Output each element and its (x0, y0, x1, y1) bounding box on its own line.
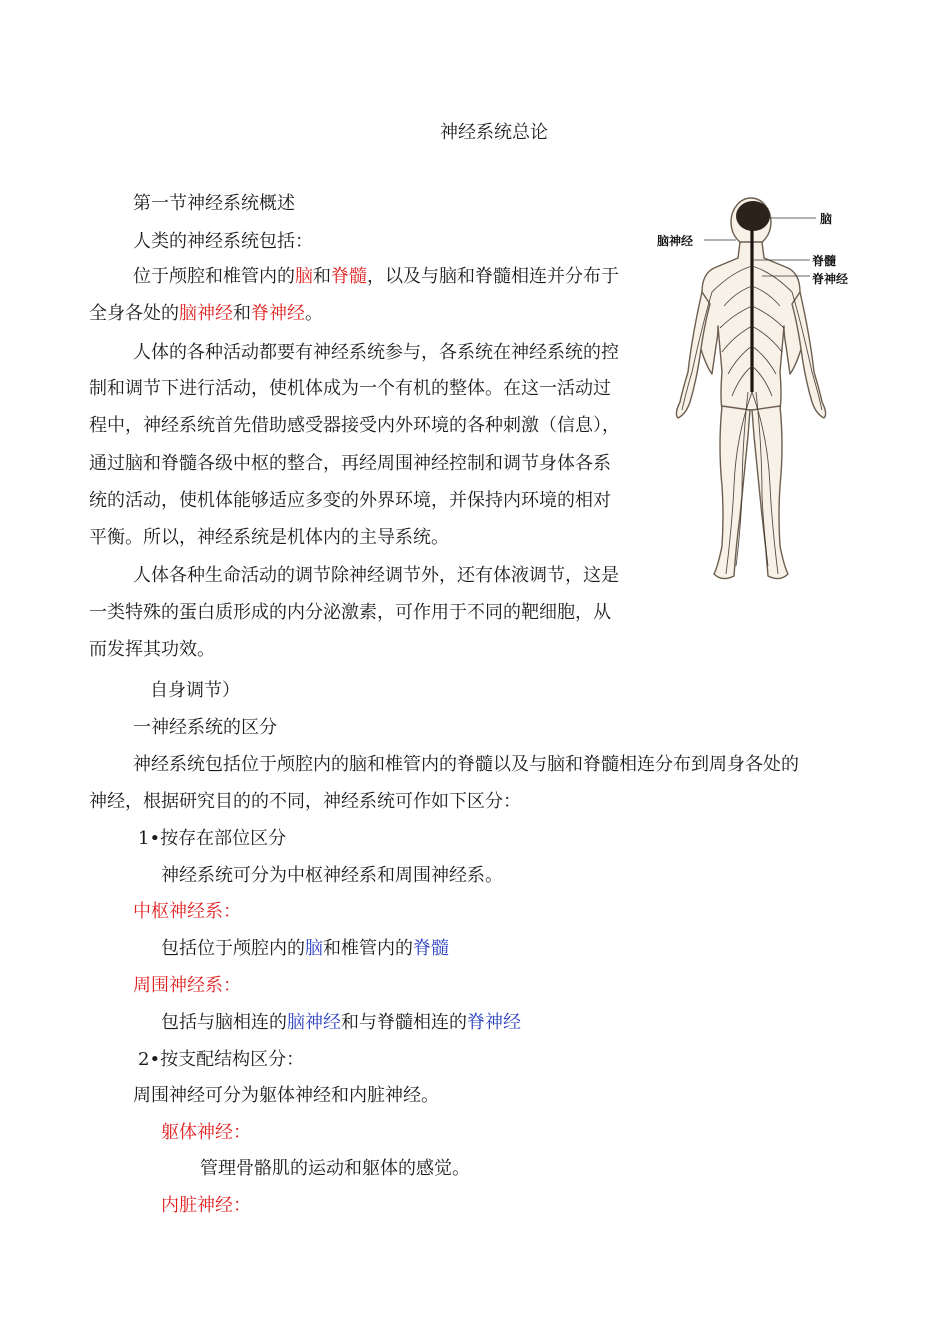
text: 包括位于颅腔内的 (161, 938, 305, 959)
text: 全身各处的 (89, 303, 179, 324)
intro-line: 人类的神经系统包括： (133, 231, 313, 252)
term-spinal-cord: 脊髓 (413, 938, 449, 959)
paragraph-2-line-6: 平衡。所以，神经系统是机体内的主导系统。 (89, 527, 449, 548)
paragraph-3-line-3: 而发挥其功效。 (89, 639, 215, 660)
item-2-heading: 2•按支配结构区分： (138, 1049, 305, 1070)
self-regulation-note: 自身调节） (150, 680, 240, 701)
paragraph-2-line-2: 制和调节下进行活动，使机体成为一个有机的整体。在这一活动过 (89, 378, 611, 399)
term-cranial-nerves: 脑神经 (179, 303, 233, 324)
paragraph-2-line-1: 人体的各种活动都要有神经系统参与，各系统在神经系统的控 (133, 342, 619, 363)
section-heading-division: 一神经系统的区分 (133, 717, 277, 738)
label-spinal-nerves: 脊神经 (812, 272, 849, 286)
cns-description (161, 937, 449, 961)
paragraph-4-line-1: 神经系统包括位于颅腔内的脑和椎管内的脊髓以及与脑和脊髓相连分布到周身各处的 (133, 754, 799, 775)
pns-description (161, 1011, 521, 1035)
paragraph-2-line-5: 统的活动，使机体能够适应多变的外界环境，并保持内环境的相对 (89, 490, 611, 511)
term-spinal-cord: 脊髓 (331, 266, 367, 287)
text: 位于颅腔和椎管内的 (133, 266, 295, 287)
term-brain: 脑 (305, 938, 323, 959)
term-cranial-nerves: 脑神经 (287, 1012, 341, 1033)
brain-shape (736, 201, 770, 231)
text: 。 (305, 303, 323, 324)
text: 和 (233, 303, 251, 324)
item-2-text: 周围神经可分为躯体神经和内脏神经。 (133, 1085, 439, 1106)
item-1-heading: 1•按存在部位区分 (138, 828, 287, 849)
label-cranial-nerves: 脑神经 (657, 234, 694, 248)
paragraph-3-line-2: 一类特殊的蛋白质形成的内分泌激素，可作用于不同的靶细胞，从 (89, 602, 611, 623)
somatic-label: 躯体神经： (161, 1122, 251, 1143)
label-spinal-cord: 脊髓 (812, 254, 837, 268)
document-title: 神经系统总论 (440, 122, 548, 143)
paragraph-2-line-4: 通过脑和脊髓各级中枢的整合，再经周围神经控制和调节身体各系 (89, 453, 611, 474)
somatic-description: 管理骨骼肌的运动和躯体的感觉。 (200, 1158, 470, 1179)
paragraph-3-line-1: 人体各种生命活动的调节除神经调节外，还有体液调节，这是 (133, 565, 619, 586)
pns-label: 周围神经系： (133, 975, 241, 996)
text: ，以及与脑和脊髓相连并分布于 (367, 266, 619, 287)
text: 包括与脑相连的 (161, 1012, 287, 1033)
text: 和椎管内的 (323, 938, 413, 959)
cns-label: 中枢神经系： (133, 901, 241, 922)
text: 和 (313, 266, 331, 287)
item-1-text: 神经系统可分为中枢神经系和周围神经系。 (161, 865, 503, 886)
nervous-system-figure (652, 196, 872, 596)
section-heading-overview: 第一节神经系统概述 (133, 193, 295, 214)
paragraph-2-line-3: 程中，神经系统首先借助感受器接受内外环境的各种刺激（信息）， (89, 415, 620, 436)
label-brain: 脑 (820, 212, 833, 226)
visceral-label: 内脏神经： (161, 1195, 251, 1216)
paragraph-1-line-2 (89, 302, 323, 326)
paragraph-4-line-2: 神经，根据研究目的的不同，神经系统可作如下区分： (89, 791, 521, 812)
term-brain: 脑 (295, 266, 313, 287)
term-spinal-nerves: 脊神经 (251, 303, 305, 324)
human-body-illustration (652, 196, 872, 596)
paragraph-1-line-1 (133, 265, 619, 289)
text: 和与脊髓相连的 (341, 1012, 467, 1033)
term-spinal-nerves: 脊神经 (467, 1012, 521, 1033)
